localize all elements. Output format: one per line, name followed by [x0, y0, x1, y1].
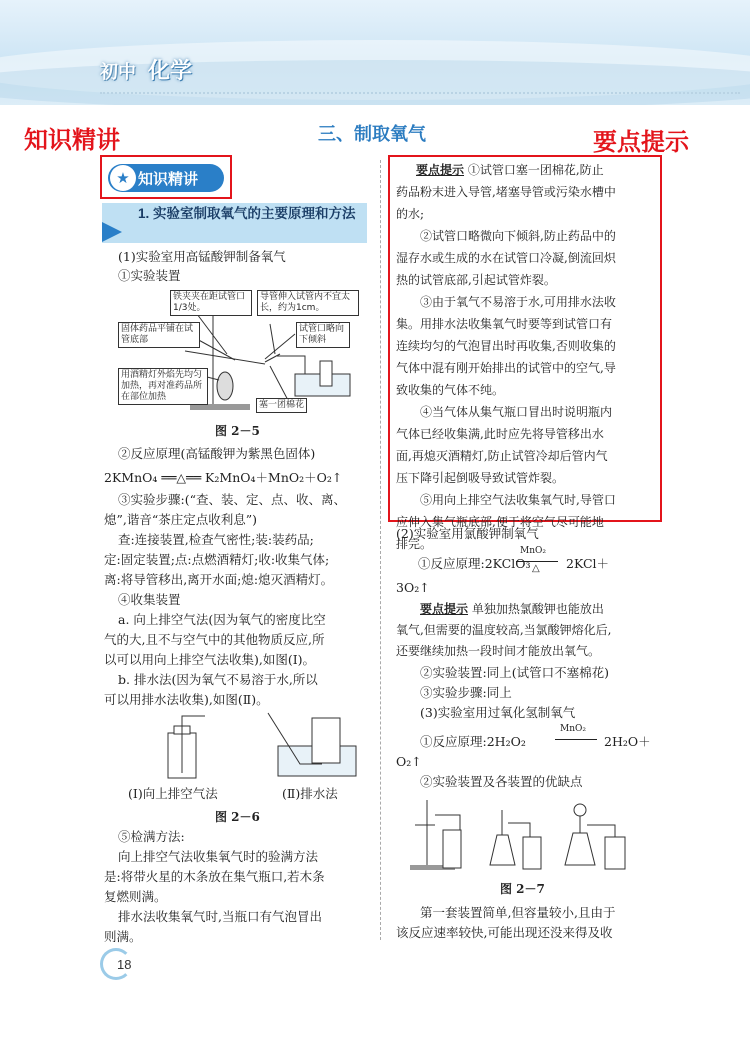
tips-line: 湿存水或生成的水在试管口冷凝,倒流回炽	[396, 251, 616, 265]
leader-line	[195, 338, 235, 360]
text-line: 离:将导管移出,离开水面;熄:熄灭酒精灯。	[104, 572, 334, 587]
tips-line: 集。用排水法收集氧气时要等到试管口有	[396, 317, 613, 331]
fig-label: 塞一团棉花	[256, 398, 307, 413]
text-line: 向上排空气法收集氧气时的验满方法	[118, 849, 319, 864]
banner-subtitle: 初中	[100, 62, 136, 82]
catalyst-label: MnO₂	[520, 546, 546, 556]
figure-caption: 图 2－7	[500, 882, 545, 896]
badge-label: 知识精讲	[138, 171, 199, 188]
equation-right: 2H₂O＋	[604, 734, 651, 749]
gas-bottle	[523, 837, 541, 869]
text-line: ②实验装置及各装置的优缺点	[420, 774, 583, 789]
tips-line: 压下降引起倒吸导致试管炸裂。	[396, 471, 565, 485]
annotation-label-left: 知识精讲	[24, 127, 120, 154]
gas-bottle	[320, 361, 332, 386]
page-number: 18	[117, 957, 132, 972]
tips-line: 氧气,但需要的温度较高,当氯酸钾熔化后,	[396, 623, 612, 637]
tips-line: 单独加热氯酸钾也能放出	[471, 602, 604, 616]
conical-flask-1	[490, 835, 515, 865]
equation: 2KMnO₄ ══△══ K₂MnO₄＋MnO₂＋O₂↑	[104, 470, 343, 485]
text-line: ②反应原理(高锰酸钾为紫黑色固体)	[118, 446, 316, 461]
equation-arrow	[555, 739, 597, 740]
section-title: 三、制取氧气	[318, 124, 426, 144]
text-line: 以可以用向上排空气法收集),如图(Ⅰ)。	[104, 652, 316, 667]
conical-flask-2	[565, 833, 595, 865]
fig-label: 固体药品平铺在试管底部	[118, 322, 200, 348]
alcohol-lamp	[217, 372, 233, 400]
tips-line: 还要继续加热一段时间才能放出氧气。	[396, 644, 601, 658]
text-line: 查:连接装置,检查气密性;装:装药品;	[118, 532, 314, 547]
gas-bottle-2	[312, 718, 340, 763]
text-line: ③实验步骤:(“查、装、定、点、收、离、	[118, 492, 346, 507]
text-line: 则满。	[104, 929, 142, 944]
figure-2-7-h2o2	[405, 795, 645, 875]
leader-line	[270, 324, 275, 354]
text-line: ①实验装置	[118, 268, 181, 283]
figure-caption: 图 2－6	[215, 810, 260, 824]
figure-subcaption: (Ⅱ)排水法	[282, 786, 338, 801]
tips-line: 气体中混有刚开始排出的试管中的空气,导	[396, 361, 616, 375]
text-line: 排水法收集氧气时,当瓶口有气泡冒出	[118, 909, 322, 924]
text-line: 气的大,且不与空气中的其他物质反应,所	[104, 632, 325, 647]
text-line: ④收集装置	[118, 592, 181, 607]
tips-heading: 要点提示	[416, 163, 465, 177]
runner-icon: ★	[110, 165, 136, 191]
tips-heading: 要点提示	[420, 602, 469, 616]
tips-line: ④当气体从集气瓶口冒出时说明瓶内	[420, 405, 613, 419]
tips-line: 应伸入集气瓶底部,便于将空气尽可能地	[396, 515, 604, 529]
text-line: O₂↑	[396, 754, 422, 769]
header-banner	[0, 0, 750, 105]
text-line: 第一套装置简单,但容量较小,且由于	[420, 905, 616, 920]
heat-symbol: △	[532, 563, 540, 574]
equation-left: ①反应原理:2H₂O₂	[420, 734, 526, 749]
text-line: ③实验步骤:同上	[420, 685, 512, 700]
fig-label: 铁夹夹在距试管口1/3处。	[170, 290, 252, 316]
tips-line: 排完。	[396, 537, 433, 551]
tips-line: ①试管口塞一团棉花,防止	[467, 163, 604, 177]
text-line: 复燃则满。	[104, 889, 167, 904]
annotation-label-right: 要点提示	[593, 129, 689, 156]
leader-line	[197, 314, 227, 354]
text-line: 该反应速率较快,可能出现还没来得及收	[396, 925, 613, 940]
tips-line: 热的试管底部,引起试管炸裂。	[396, 273, 556, 287]
tips-line: 致收集的气体不纯。	[396, 383, 505, 397]
equation-right: 2KCl＋	[566, 556, 610, 571]
text-line: 是:将带火星的木条放在集气瓶口,若木条	[104, 869, 325, 884]
tips-line: 连续均匀的气泡冒出时再收集,否则收集的	[396, 339, 616, 353]
figure-2-6-collection	[150, 708, 360, 783]
tips-line: 气体已经收集满,此时应先将导管移出水	[396, 427, 604, 441]
tips-line: ③由于氧气不易溶于水,可用排水法收	[420, 295, 616, 309]
figure-caption: 图 2－5	[215, 424, 260, 438]
text-line: a. 向上排空气法(因为氧气的密度比空	[118, 612, 326, 627]
equation-left: ①反应原理:2KClO₃	[418, 556, 531, 571]
text-line: 定:固定装置;点:点燃酒精灯;收:收集气体;	[104, 552, 330, 567]
catalyst-label: MnO₂	[560, 724, 586, 734]
text-line: ②实验装置:同上(试管口不塞棉花)	[420, 665, 609, 680]
tips-line: 面,再熄灭酒精灯,防止试管冷却后管内气	[396, 449, 608, 463]
tube-stopper	[265, 354, 280, 362]
text-line: ⑤检满方法:	[118, 829, 185, 844]
tips-line: ⑤用向上排空气法收集氧气时,导管口	[420, 493, 616, 507]
text-line: 可以用排水法收集),如图(Ⅱ)。	[104, 692, 269, 707]
banner-title: 化学	[148, 58, 193, 83]
text-line: (2)实验室用氯酸钾制氧气	[396, 526, 539, 541]
column-divider	[380, 160, 381, 940]
text-line: (3)实验室用过氧化氢制氧气	[420, 705, 576, 720]
separatory-funnel	[574, 804, 586, 816]
heading-text: 1. 实验室制取氧气的主要原理和方法	[138, 206, 356, 221]
text-line: (1)实验室用高锰酸钾制备氧气	[118, 249, 286, 264]
leader-line	[265, 334, 295, 359]
gas-bottle	[443, 830, 461, 868]
equation-arrow	[516, 561, 558, 562]
heading-arrow-icon	[102, 222, 122, 242]
tips-line: ②试管口略微向下倾斜,防止药品中的	[420, 229, 616, 243]
figure-subcaption: (Ⅰ)向上排空气法	[128, 786, 218, 801]
tips-line: 药品粉末进入导管,堵塞导管或污染水槽中	[396, 185, 616, 199]
text-line: 3O₂↑	[396, 580, 430, 595]
fig-label: 用酒精灯外焰先均匀加热，再对准药品所在部位加热	[118, 368, 208, 405]
tips-line: 的水;	[396, 207, 425, 221]
gas-bottle	[605, 837, 625, 869]
test-tube	[185, 351, 265, 364]
banner-divider	[100, 92, 740, 94]
text-line: b. 排水法(因为氧气不易溶于水,所以	[118, 672, 318, 687]
fig-label: 试管口略向下倾斜	[296, 322, 350, 348]
text-line: 熄”,谐音“茶庄定点收利息”)	[104, 512, 258, 527]
fig-label: 导管伸入试管内不宜太长，约为1cm。	[257, 290, 359, 316]
